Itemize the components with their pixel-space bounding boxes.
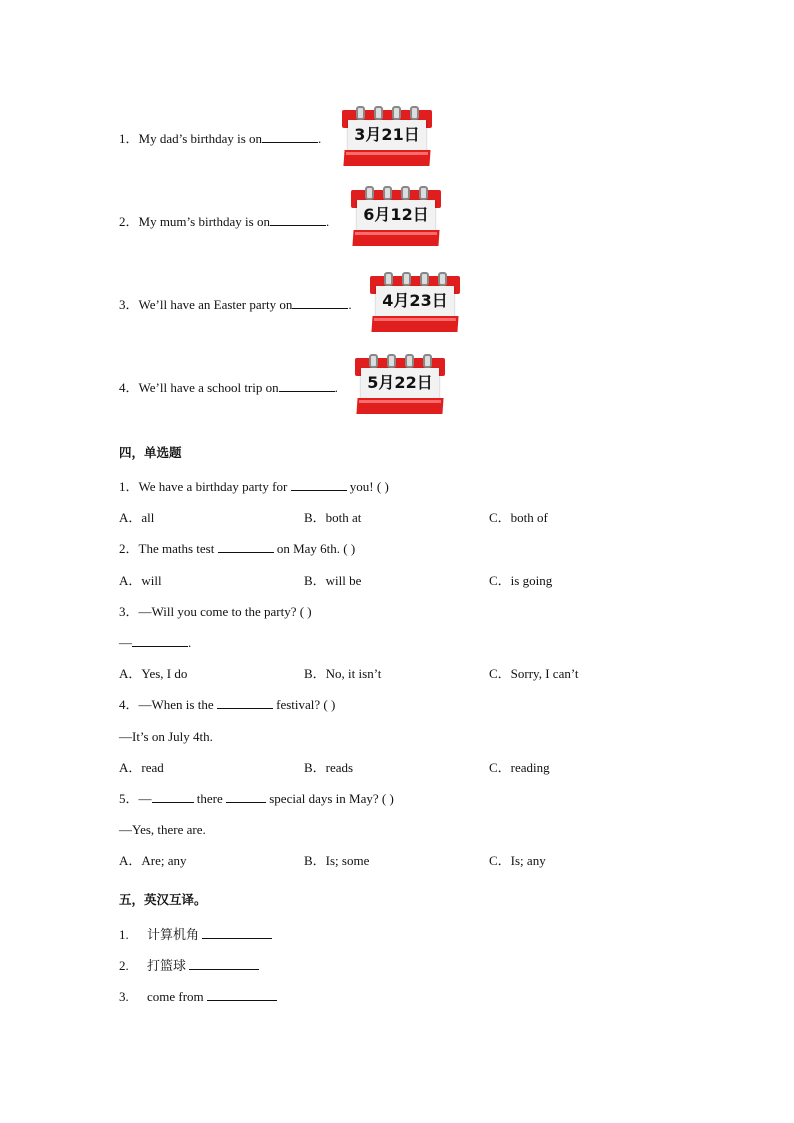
fill-item-3: 3．We’ll have an Easter party on . — [119, 297, 352, 312]
translation-item-3: 3. come from — [119, 988, 277, 1006]
option-a[interactable]: A．all — [119, 510, 155, 525]
question-4: 4．—When is the festival? ( ) — [119, 697, 336, 712]
answer-blank[interactable] — [226, 790, 266, 803]
question-2: 2．The maths test on May 6th. ( ) — [119, 541, 356, 556]
answer-blank[interactable] — [207, 988, 277, 1001]
answer-blank[interactable] — [202, 926, 272, 939]
question-5: 5．— there special days in May? ( ) — [119, 791, 394, 806]
question-3: 3．—Will you come to the party? ( ) — [119, 604, 312, 619]
answer-blank[interactable] — [291, 478, 347, 491]
answer-blank[interactable] — [279, 379, 335, 392]
calendar-date: 4月23日 — [382, 291, 448, 310]
option-b[interactable]: B．will be — [304, 573, 362, 588]
option-c[interactable]: C．reading — [489, 760, 550, 775]
option-a[interactable]: A．will — [119, 573, 162, 588]
question-3-reply: — . — [119, 635, 192, 650]
answer-blank[interactable] — [189, 957, 259, 970]
fill-item-1: 1．My dad’s birthday is on . — [119, 131, 322, 146]
answer-blank[interactable] — [262, 130, 318, 143]
option-b[interactable]: B．reads — [304, 760, 354, 775]
section-5-title: 五，英汉互译。 — [119, 892, 207, 907]
calendar-icon — [370, 272, 460, 336]
translation-item-1: 1. 计算机角 — [119, 926, 272, 945]
option-a[interactable]: A．Yes, I do — [119, 666, 188, 681]
answer-blank[interactable] — [152, 790, 194, 803]
option-b[interactable]: B．Is; some — [304, 853, 370, 868]
answer-blank[interactable] — [132, 634, 188, 647]
calendar-date: 3月21日 — [354, 125, 420, 144]
question-4-reply: —It’s on July 4th. — [119, 729, 213, 744]
calendar-icon — [355, 354, 445, 418]
answer-blank[interactable] — [218, 540, 274, 553]
calendar-date: 5月22日 — [367, 373, 433, 392]
answer-blank[interactable] — [292, 296, 348, 309]
section-4-title: 四，单选题 — [119, 445, 182, 460]
option-c[interactable]: C．is going — [489, 573, 553, 588]
fill-item-2: 2．My mum’s birthday is on . — [119, 214, 330, 229]
answer-blank[interactable] — [217, 696, 273, 709]
translation-item-2: 2. 打篮球 — [119, 957, 259, 976]
option-c[interactable]: C．Is; any — [489, 853, 546, 868]
calendar-icon — [342, 106, 432, 170]
answer-blank[interactable] — [270, 213, 326, 226]
option-c[interactable]: C．both of — [489, 510, 548, 525]
option-a[interactable]: A．Are; any — [119, 853, 187, 868]
calendar-icon — [351, 186, 441, 250]
calendar-date: 6月12日 — [363, 205, 429, 224]
option-b[interactable]: B．No, it isn’t — [304, 666, 382, 681]
option-a[interactable]: A．read — [119, 760, 164, 775]
question-1: 1．We have a birthday party for you! ( ) — [119, 479, 389, 494]
fill-item-4: 4．We’ll have a school trip on . — [119, 380, 338, 395]
option-c[interactable]: C．Sorry, I can’t — [489, 666, 579, 681]
option-b[interactable]: B．both at — [304, 510, 362, 525]
question-5-reply: —Yes, there are. — [119, 822, 206, 837]
